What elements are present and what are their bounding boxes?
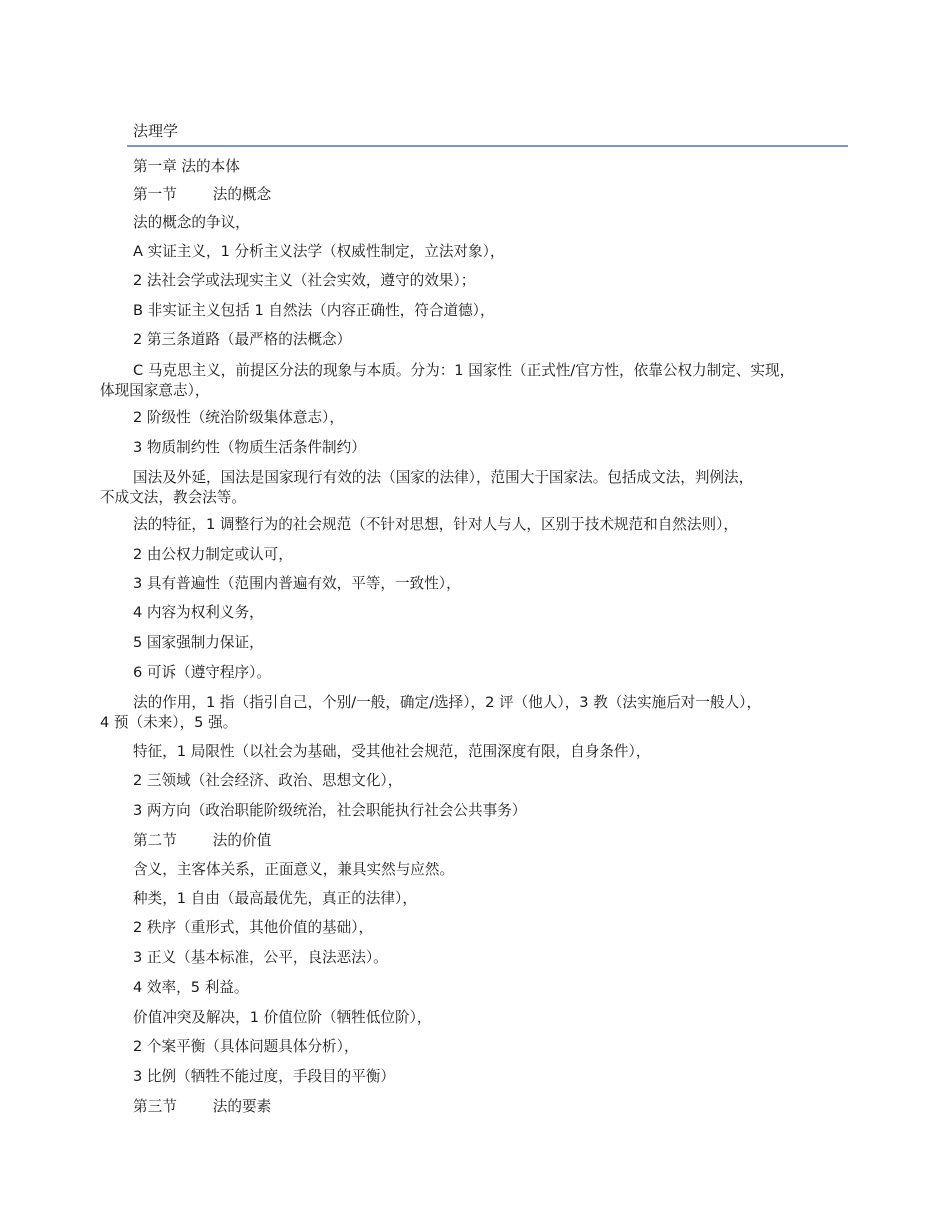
paragraph: 法的特征，1 调整行为的社会规范（不针对思想，针对人与人，区别于技术规范和自然法则）， — [133, 516, 738, 533]
paragraph: 2 三领域（社会经济、政治、思想文化）， — [133, 772, 403, 789]
document-title: 法理学 — [133, 122, 179, 140]
paragraph-line: 体现国家意志）， — [100, 382, 210, 399]
paragraph — [100, 693, 887, 733]
section-heading — [133, 831, 271, 851]
paragraph: 2 秩序（重形式，其他价值的基础）， — [133, 919, 374, 936]
section-number: 第一节 — [133, 186, 177, 203]
section-title: 法的价值 — [212, 832, 272, 849]
paragraph: 3 物质制约性（物质生活条件制约） — [133, 439, 366, 456]
paragraph: 种类，1 自由（最高最优先，真正的法律）， — [133, 890, 417, 907]
paragraph — [100, 361, 887, 401]
paragraph-line: 国法及外延，国法是国家现行有效的法（国家的法律），范围大于国家法。包括成文法，判例法， — [133, 469, 754, 486]
section-number: 第二节 — [133, 832, 177, 849]
paragraph: A 实证主义，1 分析主义法学（权威性制定，立法对象）， — [133, 243, 505, 260]
paragraph — [100, 468, 887, 508]
paragraph: 3 具有普遍性（范围内普遍有效，平等，一致性）， — [133, 575, 461, 592]
paragraph: 特征，1 局限性（以社会为基础，受其他社会规范，范围深度有限，自身条件）， — [133, 743, 651, 760]
paragraph-line: 4 预（未来），5 强。 — [100, 714, 238, 731]
paragraph: 法的概念的争议， — [133, 214, 250, 231]
paragraph: 4 效率，5 利益。 — [133, 979, 249, 996]
paragraph: 3 比例（牺牲不能过度，手段目的平衡） — [133, 1068, 396, 1085]
paragraph: 2 由公权力制定或认可， — [133, 546, 293, 563]
section-number: 第三节 — [133, 1098, 177, 1115]
paragraph-line: C 马克思主义，前提区分法的现象与本质。分为：1 国家性（正式性/官方性，依靠公权力制定、实现， — [133, 362, 795, 379]
paragraph: 5 国家强制力保证， — [133, 634, 264, 651]
section-title: 法的概念 — [212, 186, 272, 203]
paragraph: 3 两方向（政治职能阶级统治，社会职能执行社会公共事务） — [133, 802, 527, 819]
paragraph: 2 第三条道路（最严格的法概念） — [133, 331, 352, 348]
paragraph: 3 正义（基本标准，公平，良法恶法）。 — [133, 949, 388, 966]
chapter-heading: 第一章 法的本体 — [133, 158, 240, 175]
paragraph: B 非实证主义包括 1 自然法（内容正确性，符合道德）， — [133, 302, 495, 319]
title-divider — [127, 145, 848, 147]
section-heading — [133, 185, 271, 205]
paragraph: 2 阶级性（统治阶级集体意志）， — [133, 409, 344, 426]
paragraph: 4 内容为权利义务， — [133, 604, 264, 621]
paragraph: 2 法社会学或法现实主义（社会实效，遵守的效果）； — [133, 272, 476, 289]
paragraph-line: 不成文法，教会法等。 — [100, 489, 246, 506]
section-heading — [133, 1097, 271, 1117]
section-title: 法的要素 — [212, 1098, 272, 1115]
paragraph: 含义，主客体关系，正面意义，兼具实然与应然。 — [133, 861, 455, 878]
paragraph: 价值冲突及解决，1 价值位阶（牺牲低位阶）， — [133, 1009, 432, 1026]
paragraph-line: 法的作用，1 指（指引自己，个别/一般，确定/选择），2 评（他人），3 教（法实施后对一般人）， — [133, 694, 762, 711]
paragraph: 6 可诉（遵守程序）。 — [133, 664, 271, 681]
paragraph: 2 个案平衡（具体问题具体分析）， — [133, 1038, 359, 1055]
